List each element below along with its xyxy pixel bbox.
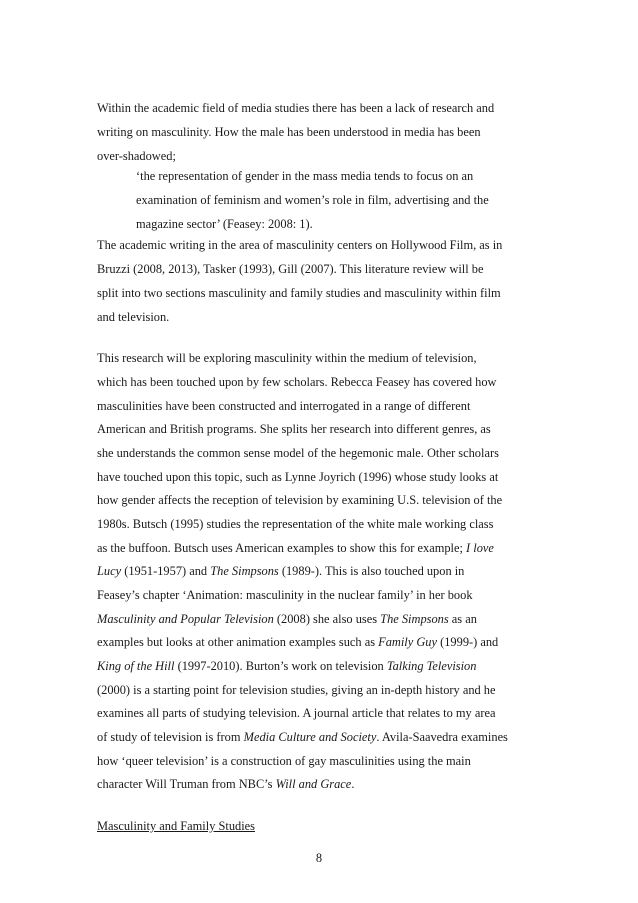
paragraph-3-line-15: (2000) is a starting point for television studies, giving an in-depth history and he: [97, 683, 496, 697]
title-i-love: I love: [466, 541, 494, 555]
page-number: 8: [315, 851, 323, 865]
paragraph-3-line-18: how ‘queer television’ is a construction of gay masculinities using the main: [97, 754, 471, 768]
paragraph-3-line-13-end: (1999-) and: [440, 635, 499, 649]
title-the-simpsons-2: The Simpsons: [380, 612, 449, 626]
paragraph-3-line-9: [97, 540, 494, 556]
paragraph-3-line-2: which has been touched upon by few scholars. Rebecca Feasey has covered how: [97, 375, 497, 389]
quote-line-3: magazine sector’ (Feasey: 2008: 1).: [136, 217, 313, 231]
section-heading: Masculinity and Family Studies: [97, 819, 255, 833]
paragraph-2-line-2: Bruzzi (2008, 2013), Tasker (1993), Gill (2007). This literature review will be: [97, 262, 484, 276]
paragraph-3-line-19-end: .: [351, 777, 355, 791]
paragraph-3-line-12-end: as an: [451, 612, 477, 626]
paragraph-3-line-14-text: (1997-2010). Burton’s work on television: [177, 659, 384, 673]
paragraph-3-line-4: American and British programs. She splits her research into different genres, as: [97, 422, 491, 436]
title-family-guy: Family Guy: [378, 635, 437, 649]
paragraph-1-line-3: over-shadowed;: [97, 149, 176, 163]
paragraph-3-line-12-text: (2008) she also uses: [276, 612, 378, 626]
paragraph-3-line-13-text: examples but looks at other animation examples such as: [97, 635, 376, 649]
paragraph-3-line-17: [97, 729, 508, 745]
paragraph-3-line-17-text: of study of television is from: [97, 730, 241, 744]
title-will-and-grace: Will and Grace: [275, 777, 352, 791]
title-masculinity-and-popular-television: Masculinity and Popular Television: [97, 612, 274, 626]
paragraph-3-line-16: examines all parts of studying television. A journal article that relates to my area: [97, 706, 496, 720]
paragraph-3-line-9-text: as the buffoon. Butsch uses American examples to show this for example;: [97, 541, 463, 555]
quote-line-1: ‘the representation of gender in the mass media tends to focus on an: [136, 169, 474, 183]
paragraph-3-line-11: Feasey’s chapter ‘Animation: masculinity in the nuclear family’ in her book: [97, 588, 473, 602]
paragraph-3-line-14: [97, 658, 476, 674]
paragraph-1-line-1: Within the academic field of media studies there has been a lack of research and: [97, 101, 495, 115]
paragraph-3-line-19: [97, 776, 354, 792]
paragraph-3-line-10-text: (1951-1957) and: [124, 564, 208, 578]
title-media-culture-and-society: Media Culture and Society: [243, 730, 377, 744]
title-talking-television: Talking Television: [386, 659, 477, 673]
paragraph-3-line-8: 1980s. Butsch (1995) studies the representation of the white male working class: [97, 517, 494, 531]
paragraph-3-line-1: This research will be exploring masculinity within the medium of television,: [97, 351, 477, 365]
paragraph-3-line-7: how gender affects the reception of television by examining U.S. television of the: [97, 493, 503, 507]
title-lucy: Lucy: [97, 564, 122, 578]
paragraph-1-line-2: writing on masculinity. How the male has been understood in media has been: [97, 125, 481, 139]
paragraph-3-line-17-end: . Avila-Saavedra examines: [376, 730, 508, 744]
paragraph-3-line-6: have touched upon this topic, such as Lynne Joyrich (1996) whose study looks at: [97, 470, 499, 484]
paragraph-2-line-1: The academic writing in the area of masculinity centers on Hollywood Film, as in: [97, 238, 503, 252]
title-the-simpsons: The Simpsons: [210, 564, 279, 578]
paragraph-3-line-12: [97, 611, 477, 627]
paragraph-3-line-19-text: character Will Truman from NBC’s: [97, 777, 273, 791]
paragraph-2-line-3: split into two sections masculinity and family studies and masculinity within film: [97, 286, 501, 300]
title-king-of-the-hill: King of the Hill: [97, 659, 175, 673]
paragraph-2-line-4: and television.: [97, 310, 170, 324]
paragraph-3-line-3: masculinities have been constructed and interrogated in a range of different: [97, 399, 471, 413]
paragraph-3-line-13: [97, 634, 498, 650]
paragraph-3-line-5: she understands the common sense model of the hegemonic male. Other scholars: [97, 446, 499, 460]
paragraph-3-line-10-end: (1989-). This is also touched upon in: [281, 564, 465, 578]
paragraph-3-line-10: [97, 563, 464, 579]
quote-line-2: examination of feminism and women’s role in film, advertising and the: [136, 193, 489, 207]
